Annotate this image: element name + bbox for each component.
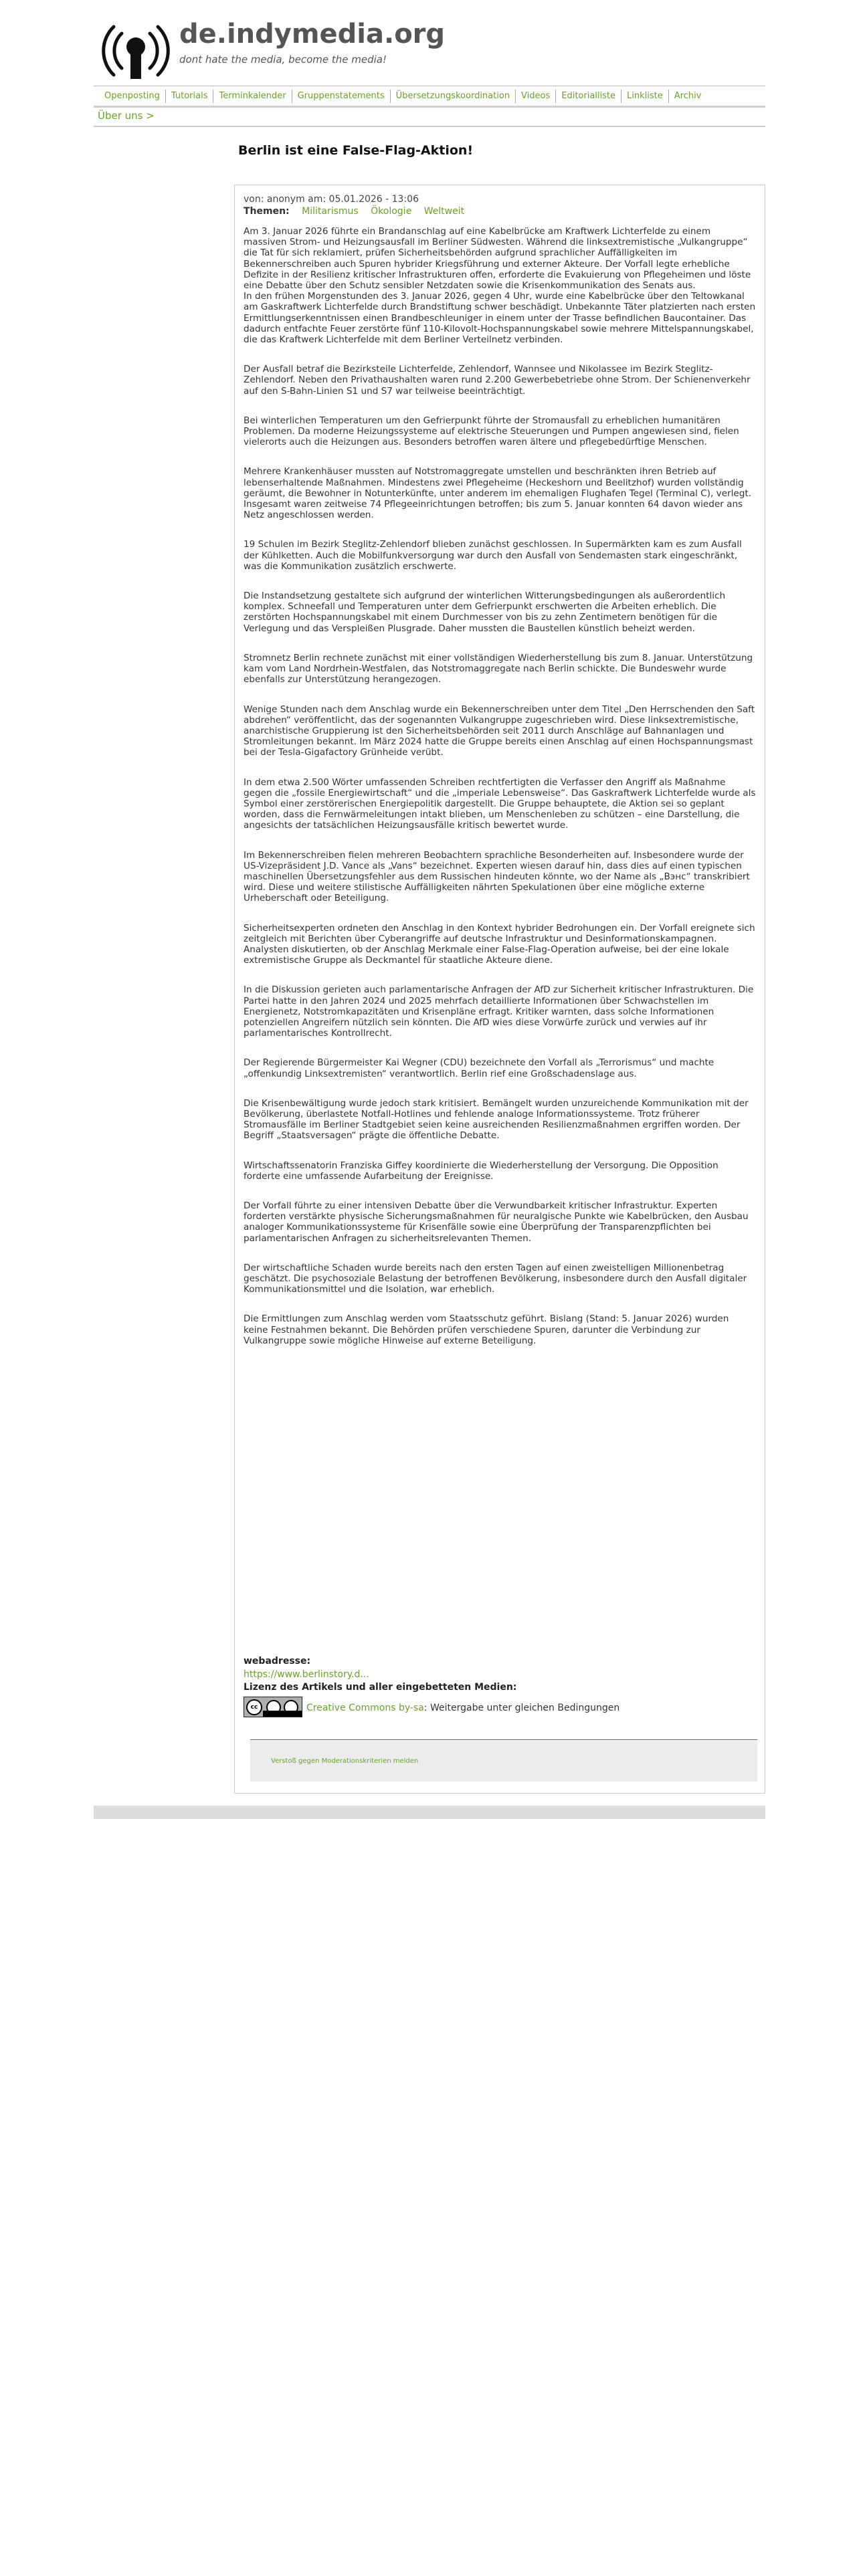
indymedia-logo-icon[interactable]: [99, 20, 173, 82]
license-link[interactable]: Creative Commons by-sa: [306, 1703, 424, 1713]
article-paragraph: Der wirtschaftliche Schaden wurde bereits nach den ersten Tagen auf einen zweistelligen Millionenbetrag geschätzt. Die psychosoziale Belastung der betroffenen Bevölkerung, insbesondere durch den Ausfall digitaler Kommunikationsmittel und die Isolation, war erheblich.: [244, 1262, 747, 1295]
article-paragraph: Im Bekennerschreiben fielen mehreren Beobachtern sprachliche Besonderheiten auf. Insbesondere wurde der US-Vizepräsident J.D. Vance als „Vans“ bezeichnet. Experten wiesen darauf hin, dass dies auf einen typischen maschinellen Übersetzungsfehler aus dem Russischen hindeuten könnte, wo der Name als „Вэнс“ transkribiert wird. Diese und weitere stilistische Auffälligkeiten nährten Spekulationen über eine mögliche externe Urheberschaft oder Beteiligung.: [244, 849, 750, 904]
breadcrumb-ueber-uns[interactable]: Über uns >: [98, 110, 155, 122]
article-paragraph: Am 3. Januar 2026 führte ein Brandanschlag auf eine Kabelbrücke am Kraftwerk Lichterfelde zu einem massiven Strom- und Heizungsausfall im Berliner Südwesten. Während die linksextremistische „Vulkangruppe“ die Tat für sich reklamiert, prüfen Sicherheitsbehörden aufgrund sprachlicher Auffälligkeiten im Bekennerschreiben auch Spuren hybrider Kriegsführung und externer Akteure. Der Vorfall legte erhebliche Defizite in der Resilienz kritischer Infrastrukturen offen, erforderte die Evakuierung von Pflegeheimen und löste eine Debatte über den Schutz sensibler Netzdaten sowie die Krisenkommunikation des Senats aus.: [244, 226, 751, 292]
article-paragraph: In den frühen Morgenstunden des 3. Januar 2026, gegen 4 Uhr, wurde eine Kabelbrücke über den Teltowkanal am Gaskraftwerk Lichterfelde durch Brandstiftung schwer beschädigt. Unbekannte Täter platzierten nach ersten Ermittlungserkenntnissen einen Brandbeschleuniger in einem unter der Trasse befindlichen Baucontainer. Das dadurch entfachte Feuer zerstörte fünf 110-Kilovolt-Hochspannungskabel sowie mehrere Mittelspannungskabel, die das Kraftwerk Lichterfelde mit dem Berliner Verteilnetz verbinden.: [244, 291, 756, 346]
article-body: [244, 226, 756, 1346]
article-paragraph: Stromnetz Berlin rechnete zunächst mit einer vollständigen Wiederherstellung bis zum 8. Januar. Unterstützung kam vom Land Nordrhein-Westfalen, das Notstromaggregate nach Berlin schickte. Die Bundeswehr wurde ebenfalls zur Unterstützung herangezogen.: [244, 652, 753, 685]
article-paragraph: In dem etwa 2.500 Wörter umfassenden Schreiben rechtfertigten die Verfasser den Angriff als Maßnahme gegen die „fossile Energiewirtschaft“ und die „imperiale Lebensweise“. Das Gaskraftwerk Lichterfelde wurde als Symbol einer zerstörerischen Energiepolitik dargestellt. Die Gruppe behauptete, die Aktion sei so geplant worden, dass die Fernwärmeleitungen intakt blieben, um Menschenleben zu schützen – eine Darstellung, die angesichts der tatsächlichen Heizungsausfälle kritisch bewertet wurde.: [244, 776, 756, 831]
article-paragraph: Wirtschaftssenatorin Franziska Giffey koordinierte die Wiederherstellung der Versorgung. Die Opposition forderte eine umfassende Aufarbeitung der Ereignisse.: [244, 1160, 719, 1182]
license-label: Lizenz des Artikels und aller eingebetteten Medien:: [244, 1682, 517, 1693]
nav-divider-bottom: [94, 106, 765, 108]
license-description: : Weitergabe unter gleichen Bedingungen: [423, 1703, 620, 1713]
topics-label: Themen:: [244, 206, 290, 217]
main-nav: [99, 90, 706, 103]
license-line: [306, 1703, 619, 1713]
cc-by-sa-badge-icon[interactable]: [244, 1697, 302, 1717]
nav-item-openposting[interactable]: Openposting: [104, 91, 160, 101]
nav-item-editorialliste[interactable]: Editorialliste: [555, 90, 621, 103]
nav-item-uebersetzungskoordination[interactable]: Übersetzungskoordination: [390, 90, 515, 103]
nav-item-linkliste[interactable]: Linkliste: [621, 90, 668, 103]
nav-item-terminkalender[interactable]: Terminkalender: [213, 90, 291, 103]
article-paragraph: Die Ermittlungen zum Anschlag werden vom Staatsschutz geführt. Bislang (Stand: 5. Januar 2026) wurden keine Festnahmen bekannt. Die Behörden prüfen verschiedene Spuren, darunter die Verbindung zur Vulkangruppe sowie mögliche Hinweise auf externe Beteiligung.: [244, 1313, 729, 1346]
breadcrumb-divider: [94, 126, 765, 127]
article-paragraph: Der Regierende Bürgermeister Kai Wegner (CDU) bezeichnete den Vorfall als „Terrorismus“ und machte „offenkundig Linksextremisten“ verantwortlich. Berlin rief eine Großschadenslage aus.: [244, 1057, 714, 1079]
site-title[interactable]: de.indymedia.org: [179, 19, 446, 49]
footer-bar: [94, 1806, 765, 1819]
article-paragraph: Der Ausfall betraf die Bezirksteile Lichterfelde, Zehlendorf, Wannsee und Nikolassee im Bezirk Steglitz-Zehlendorf. Neben den Privathaushalten waren rund 2.200 Gewerbebetriebe ohne Strom. Der Schienenverkehr auf den S-Bahn-Linien S1 und S7 war teilweise beeinträchtigt.: [244, 364, 751, 397]
article-paragraph: Die Instandsetzung gestaltete sich aufgrund der winterlichen Witterungsbedingungen als außerordentlich komplex. Schneefall und Temperaturen unter dem Gefrierpunkt erschwerten die Arbeiten erheblich. Die zerstörten Hochspannungskabel mit einem Durchmesser von bis zu zehn Zentimetern benötigen für die Verlegung und das Verspleißen Plusgrade. Daher mussten die Baustellen künstlich beheizt werden.: [244, 591, 726, 634]
article-paragraph: Sicherheitsexperten ordneten den Anschlag in den Kontext hybrider Bedrohungen ein. Der Vorfall ereignete sich zeitgleich mit Berichten über Cyberangriffe auf deutsche Infrastruktur und Desinformationskampagnen. Analysten diskutierten, ob der Anschlag Merkmale einer False-Flag-Operation aufweise, bei der eine lokale extremistische Gruppe als Deckmantel für staatliche Akteure diene.: [244, 922, 755, 966]
article-paragraph: Die Krisenbewältigung wurde jedoch stark kritisiert. Bemängelt wurden unzureichende Kommunikation mit der Bevölkerung, überlastete Notfall-Hotlines und fehlende analoge Informationssysteme. Trotz früherer Stromausfälle im Berliner Stadtgebiet seien keine ausreichenden Resilienzmaßnahmen ergriffen worden. Der Begriff „Staatsversagen“ prägte die öffentliche Debatte.: [244, 1097, 749, 1142]
article-paragraph: Wenige Stunden nach dem Anschlag wurde ein Bekennerschreiben unter dem Titel „Den Herrschenden den Saft abdrehen“ veröffentlicht, das der sogenannten Vulkangruppe zugeschrieben wird. Diese linksextremistische, anarchistische Gruppierung ist den Sicherheitsbehörden seit 2011 durch Anschläge auf Bahnanlagen und Stromleitungen bekannt. Im März 2024 hatte die Gruppe bereits einen Anschlag auf einen Hochspannungsmast bei der Tesla-Gigafactory Grünheide verübt.: [244, 704, 755, 758]
nav-item-archiv[interactable]: Archiv: [668, 90, 707, 103]
cc-logo-icon: cc: [246, 1699, 262, 1715]
article-paragraph: Der Vorfall führte zu einer intensiven Debatte über die Verwundbarkeit kritischer Infrastruktur. Experten forderten verstärkte physische Sicherungsmaßnahmen für neuralgische Punkte wie Kabelbrücken, den Ausbau analoger Kommunikationssysteme für Krisenfälle sowie eine Überprüfung der Transparenzpflichten bei parlamentarischen Anfragen zu sicherheitsrelevanten Themen.: [244, 1200, 749, 1244]
article-paragraph: In die Diskussion gerieten auch parlamentarische Anfragen der AfD zur Sicherheit kritischer Infrastrukturen. Die Partei hatte in den Jahren 2024 und 2025 mehrfach detaillierte Informationen über Schwachstellen im Energienetz, Notstromkapazitäten und Krisenpläne erfragt. Kritiker warnten, dass solche Informationen potenziellen Angreifern nützlich sein könnten. Die AfD wies diese Vorwürfe zurück und verwies auf ihr parlamentarisches Kontrollrecht.: [244, 984, 754, 1039]
topic-link-militarismus[interactable]: Militarismus: [302, 206, 359, 217]
nav-item-gruppenstatements[interactable]: Gruppenstatements: [292, 90, 390, 103]
nav-item-videos[interactable]: Videos: [515, 90, 555, 103]
cc-badge-strip: [263, 1711, 302, 1717]
report-violation-link[interactable]: Verstoß gegen Moderationskriterien melden: [271, 1757, 419, 1765]
article-byline: von: anonym am: 05.01.2026 - 13:06: [244, 194, 419, 205]
article-paragraph: Bei winterlichen Temperaturen um den Gefrierpunkt führte der Stromausfall zu erheblichen humanitären Problemen. Da moderne Heizungssysteme auf elektrische Steuerungen und Pumpen angewiesen sind, fielen vielerorts auch die Heizungen aus. Besonders betroffen waren ältere und pflegebedürftige Menschen.: [244, 415, 739, 448]
topic-link-oekologie[interactable]: Ökologie: [371, 206, 412, 217]
report-divider: [250, 1739, 757, 1740]
webadresse-label: webadresse:: [244, 1656, 311, 1667]
article-topics: [244, 206, 464, 217]
nav-item-tutorials[interactable]: Tutorials: [165, 90, 213, 103]
article-title: Berlin ist eine False-Flag-Aktion!: [238, 143, 474, 158]
topic-link-weltweit[interactable]: Weltweit: [423, 206, 465, 217]
article-paragraph: 19 Schulen im Bezirk Steglitz-Zehlendorf blieben zunächst geschlossen. In Supermärkten kam es zum Ausfall der Kühlketten. Auch die Mobilfunkversorgung war durch den Ausfall von Sendemasten stark eingeschränkt, was die Kommunikation zusätzlich erschwerte.: [244, 539, 742, 572]
article-paragraph: Mehrere Krankenhäuser mussten auf Notstromaggregate umstellen und beschränkten ihren Betrieb auf lebenserhaltende Maßnahmen. Mindestens zwei Pflegeheime (Heckeshorn und Beelitzhof) wurden vollständig geräumt, die Bewohner in Notunterkünfte, unter anderem im ehemaligen Flughafen Tegel (Terminal C), verlegt. Insgesamt waren zeitweise 74 Pflegeeinrichtungen betroffen; bis zum 5. Januar konnten 64 davon wieder ans Netz angeschlossen werden.: [244, 466, 752, 521]
site-slogan: dont hate the media, become the media!: [179, 53, 387, 66]
webadresse-link[interactable]: https://www.berlinstory.d...: [244, 1669, 369, 1680]
